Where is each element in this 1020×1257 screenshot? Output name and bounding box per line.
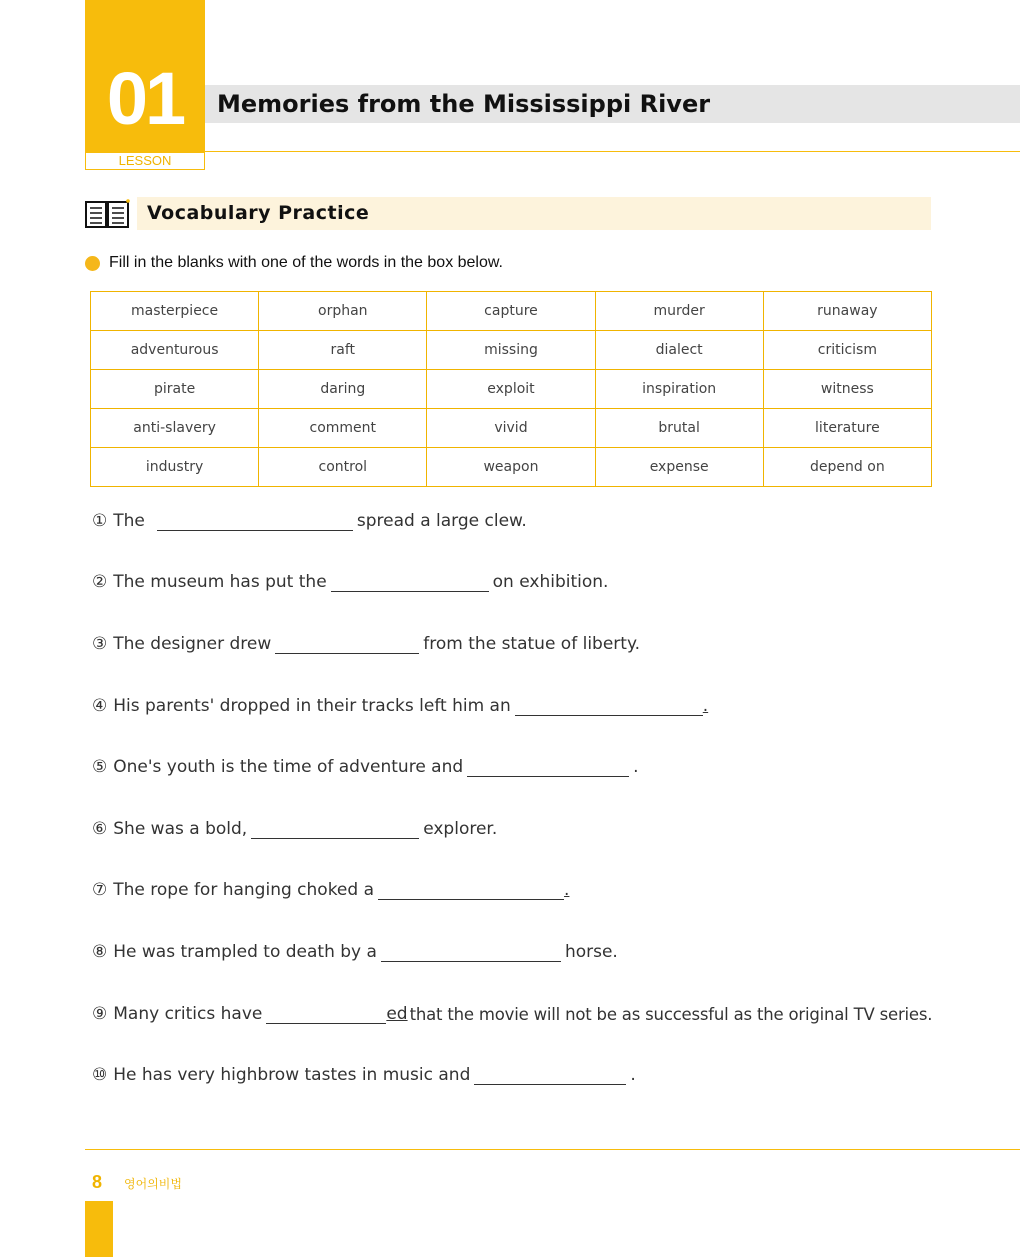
- lesson-number: 01: [106, 57, 184, 140]
- word-cell: expense: [595, 448, 763, 487]
- exercise-sentence: [92, 630, 640, 654]
- answer-blank[interactable]: [251, 820, 419, 839]
- section-title: Vocabulary Practice: [147, 202, 370, 224]
- sentence-text-before: His parents' dropped in their tracks left him an: [113, 696, 511, 716]
- word-cell: criticism: [763, 331, 931, 370]
- section-heading: [85, 197, 931, 230]
- word-row: [91, 370, 932, 409]
- word-cell: inspiration: [595, 370, 763, 409]
- exercise-sentence: [92, 938, 618, 962]
- sentence-number: ④: [92, 696, 108, 716]
- word-cell: anti-slavery: [91, 409, 259, 448]
- word-row: [91, 409, 932, 448]
- answer-blank[interactable]: [515, 697, 703, 716]
- sentence-text-after: .: [630, 1065, 636, 1085]
- word-cell: orphan: [259, 292, 427, 331]
- answer-blank[interactable]: [378, 881, 564, 900]
- word-cell: depend on: [763, 448, 931, 487]
- sentence-text-after: that the movie will not be as successful as the original TV series.: [409, 1005, 933, 1024]
- sentence-text-before: The rope for hanging choked a: [113, 880, 375, 900]
- word-cell: literature: [763, 409, 931, 448]
- page-title: Memories from the Mississippi River: [217, 90, 711, 118]
- word-cell: raft: [259, 331, 427, 370]
- sentence-number: ⑨: [92, 1004, 108, 1024]
- answer-blank[interactable]: [331, 573, 489, 592]
- exercise-sentence: [92, 692, 708, 716]
- word-box: [90, 291, 932, 487]
- word-cell: witness: [763, 370, 931, 409]
- title-bar: [205, 85, 1020, 123]
- answer-blank[interactable]: [157, 512, 353, 531]
- page-number: 8: [92, 1172, 103, 1192]
- sentence-text-before: She was a bold,: [113, 819, 248, 839]
- title-divider: [205, 151, 1020, 152]
- exercise-sentence: [92, 1061, 636, 1085]
- sentence-text-before: One's youth is the time of adventure and: [113, 757, 464, 777]
- word-cell: daring: [259, 370, 427, 409]
- word-row: [91, 448, 932, 487]
- answer-blank[interactable]: [474, 1066, 626, 1085]
- word-cell: adventurous: [91, 331, 259, 370]
- sentence-text-before: He was trampled to death by a: [113, 942, 377, 962]
- lesson-badge: [85, 0, 205, 152]
- word-cell: missing: [427, 331, 595, 370]
- sentence-text-after: from the statue of liberty.: [423, 634, 640, 654]
- exercise-sentence: [92, 815, 497, 839]
- sentence-number: ②: [92, 572, 108, 592]
- sentence-text-before: The designer drew: [113, 634, 272, 654]
- answer-blank[interactable]: [266, 1005, 386, 1024]
- word-row: [91, 292, 932, 331]
- sentence-text-before: The museum has put the: [113, 572, 327, 592]
- sentence-text-after: spread a large clew.: [356, 511, 527, 531]
- answer-blank[interactable]: [381, 943, 561, 962]
- sentence-text-before: Many critics have: [113, 1004, 263, 1024]
- sentence-text-after: on exhibition.: [492, 572, 609, 592]
- answer-blank[interactable]: [467, 758, 629, 777]
- word-cell: control: [259, 448, 427, 487]
- word-cell: comment: [259, 409, 427, 448]
- sentence-text-before: He has very highbrow tastes in music and: [113, 1065, 471, 1085]
- sentence-number: ⑥: [92, 819, 108, 839]
- sentence-number: ⑧: [92, 942, 108, 962]
- word-cell: murder: [595, 292, 763, 331]
- sentence-number: ⑦: [92, 880, 108, 900]
- book-icon: [85, 199, 131, 229]
- exercise-sentence: [92, 1000, 932, 1024]
- blank-suffix: ed: [386, 1004, 408, 1024]
- word-cell: exploit: [427, 370, 595, 409]
- sentence-number: ⑤: [92, 757, 108, 777]
- footer-tab: [85, 1201, 113, 1257]
- exercise-sentence: [92, 568, 608, 592]
- word-row: [91, 331, 932, 370]
- book-name: 영어의비법: [124, 1177, 182, 1191]
- word-cell: pirate: [91, 370, 259, 409]
- word-cell: runaway: [763, 292, 931, 331]
- sentence-text-after: .: [633, 757, 639, 777]
- bullet-dot-icon: [85, 256, 100, 271]
- word-cell: dialect: [595, 331, 763, 370]
- blank-suffix: .: [702, 696, 709, 716]
- word-cell: capture: [427, 292, 595, 331]
- instruction-text: Fill in the blanks with one of the words in the box below.: [109, 254, 503, 271]
- word-cell: vivid: [427, 409, 595, 448]
- exercise-sentence: [92, 876, 569, 900]
- instruction: [85, 253, 503, 273]
- word-cell: brutal: [595, 409, 763, 448]
- word-cell: industry: [91, 448, 259, 487]
- sentence-number: ⑩: [92, 1065, 108, 1085]
- sentence-text-before: The: [113, 511, 145, 531]
- sentence-number: ①: [92, 511, 108, 531]
- footer-divider: [85, 1149, 1020, 1150]
- sentence-number: ③: [92, 634, 108, 654]
- sentence-text-after: explorer.: [423, 819, 498, 839]
- sentence-text-after: horse.: [564, 942, 618, 962]
- exercise-sentence: [92, 507, 527, 531]
- exercise-sentence: [92, 753, 639, 777]
- word-cell: masterpiece: [91, 292, 259, 331]
- answer-blank[interactable]: [275, 635, 419, 654]
- blank-suffix: .: [564, 880, 570, 900]
- word-cell: weapon: [427, 448, 595, 487]
- lesson-tag: LESSON: [85, 152, 205, 170]
